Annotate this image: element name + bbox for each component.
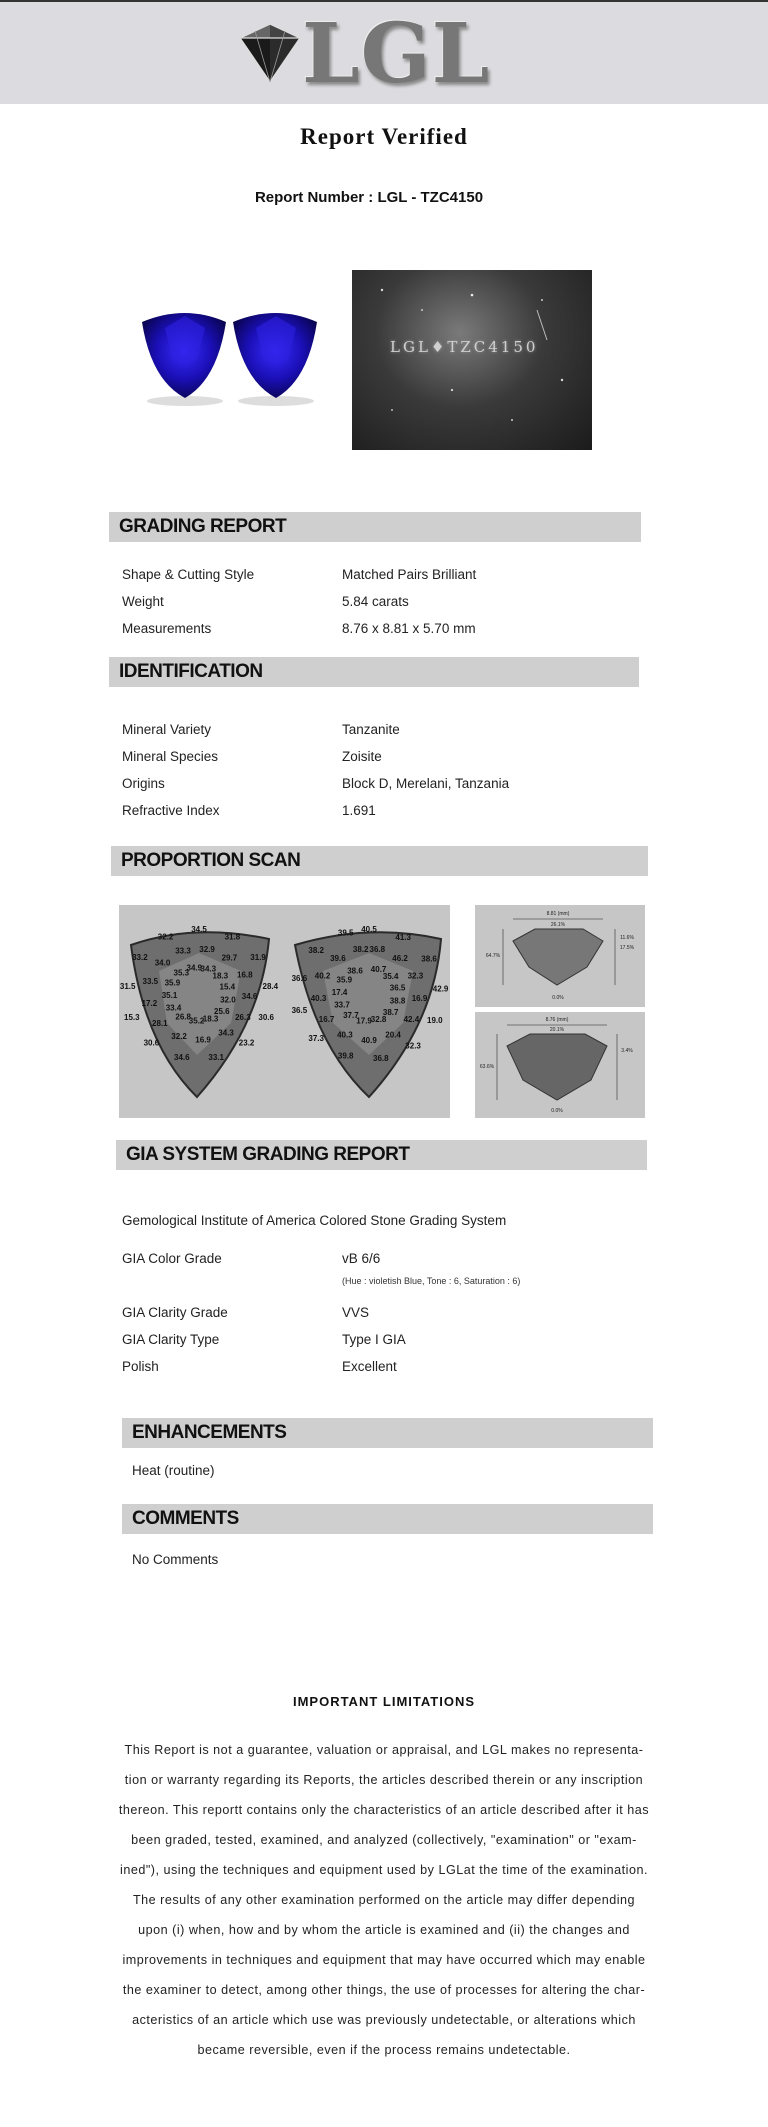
mineral-species-value: Zoisite (342, 749, 382, 764)
shape-value: Matched Pairs Brilliant (342, 567, 477, 582)
proportion-scan-heading: PROPORTION SCAN (121, 850, 301, 871)
proportion-scan-heading-bar (111, 846, 648, 876)
right-stone-proportion-label: 17.4 (331, 987, 348, 997)
grading-report-section (109, 512, 653, 652)
left-stone-proportion-label: 28.4 (262, 982, 279, 992)
shape-label: Shape & Cutting Style (122, 567, 255, 582)
measurements-label: Measurements (122, 621, 212, 636)
left-stone-proportion-label: 35.9 (164, 978, 181, 988)
right-stone-proportion-label: 41.3 (395, 932, 411, 942)
identification-section (109, 657, 653, 825)
proportion-scan-top-view (119, 905, 450, 1118)
side-view-2-label: 63.6% (479, 1064, 495, 1070)
left-stone-proportion-label: 30.6 (143, 1038, 160, 1048)
gem-photo (135, 270, 325, 458)
polish-value: Excellent (342, 1359, 397, 1374)
enhancements-heading: ENHANCEMENTS (132, 1422, 287, 1443)
right-stone-proportion-label: 17.9 (356, 1016, 372, 1026)
refractive-index-value: 1.691 (342, 803, 376, 818)
left-stone-proportion-label: 23.2 (238, 1038, 255, 1048)
limitations-line: thereon. This reportt contains only the characteristics of an article described after it has (118, 1803, 650, 1817)
left-stone-proportion-label: 18.3 (212, 971, 229, 981)
right-stone-proportion-label: 42.9 (432, 984, 449, 994)
right-stone-proportion-label: 20.4 (385, 1030, 401, 1040)
left-stone-proportion-label: 15.4 (219, 982, 236, 992)
left-stone-proportion-label: 35.2 (188, 1016, 205, 1026)
right-stone-proportion-label: 36.5 (291, 1006, 308, 1015)
right-stone-proportion-label: 38.2 (352, 944, 369, 954)
limitations-line: improvements in techniques and equipment that may have occurred which may enable (122, 1953, 646, 1967)
left-stone-proportion-label: 34.0 (154, 958, 171, 968)
right-stone-proportion-label: 38.2 (308, 946, 324, 955)
enhancements-comments-section (121, 1410, 667, 1590)
left-stone-proportion-label: 28.1 (152, 1019, 168, 1028)
left-stone-proportion-label: 33.5 (142, 977, 159, 987)
gia-clarity-type-label: GIA Clarity Type (122, 1332, 220, 1347)
limitations-line: been graded, tested, examined, and analyzed (collectively, "examination" or "exam- (131, 1833, 637, 1847)
logo-text: LGL (302, 6, 491, 102)
left-stone-proportion-label: 33.2 (132, 953, 148, 963)
gia-clarity-grade-label: GIA Clarity Grade (122, 1305, 228, 1320)
right-stone-proportion-label: 39.5 (337, 928, 354, 938)
limitations-line: became reversible, even if the process remains undetectable. (197, 2043, 571, 2057)
side-view-1-label: 8.81 (mm) (546, 911, 570, 917)
inscription-text: LGL♦TZC4150 (390, 338, 539, 356)
side-view-2-label: 3.4% (621, 1048, 633, 1054)
left-stone-proportion-label: 34.9 (186, 963, 203, 973)
inscription-photo (352, 270, 592, 450)
measurements-value: 8.76 x 8.81 x 5.70 mm (342, 621, 476, 636)
proportion-scan-side-view-1 (475, 905, 645, 1007)
left-stone-proportion-label: 34.3 (200, 964, 217, 974)
header-banner (0, 2, 768, 104)
gia-heading: GIA SYSTEM GRADING REPORT (126, 1144, 410, 1165)
right-stone-proportion-label: 16.7 (318, 1015, 335, 1025)
enhancements-text: Heat (routine) (132, 1463, 215, 1478)
report-number: Report Number : LGL - TZC4150 (254, 189, 484, 206)
left-stone-proportion-label: 32.2 (171, 1032, 187, 1042)
side-view-1-label: 17.5% (619, 945, 635, 951)
enhancements-heading-bar (122, 1418, 653, 1448)
weight-value: 5.84 carats (342, 594, 409, 609)
left-stone-proportion-label: 33.4 (165, 1003, 182, 1013)
right-stone-proportion-label: 35.9 (336, 975, 353, 985)
right-stone-proportion-label: 37.7 (343, 1011, 359, 1021)
left-stone-proportion-label: 35.1 (161, 991, 178, 1001)
identification-heading: IDENTIFICATION (119, 661, 263, 682)
left-stone-proportion-label: 31.5 (119, 982, 136, 992)
limitations-line: upon (i) when, how and by whom the article is examined and (ii) the changes and (138, 1923, 630, 1937)
limitations-line: acteristics of an article which use was previously undetectable, or alterations which (132, 2013, 636, 2027)
right-stone-proportion-label: 33.7 (334, 1000, 350, 1010)
mineral-variety-label: Mineral Variety (122, 722, 212, 737)
right-stone-proportion-label: 40.5 (361, 925, 377, 934)
comments-heading: COMMENTS (132, 1508, 239, 1529)
limitations-line: tion or warranty regarding its Reports, the articles described therein or any inscription (124, 1773, 644, 1787)
left-stone-proportion-label: 16.9 (195, 1035, 211, 1045)
limitations-line: ined"), using the techniques and equipment used by LGLat the time of the examination. (120, 1863, 648, 1877)
gia-clarity-grade-value: VVS (342, 1305, 370, 1320)
lgl-logo (230, 6, 491, 102)
grading-report-heading-bar (109, 512, 641, 542)
diamond-icon (230, 20, 310, 90)
gia-color-note: (Hue : violetish Blue, Tone : 6, Saturation : 6) (342, 1276, 521, 1286)
left-stone-proportion-label: 33.3 (175, 946, 191, 956)
origins-label: Origins (122, 776, 165, 791)
left-stone-proportion-label: 34.6 (174, 1053, 190, 1063)
right-stone-proportion-label: 35.4 (382, 971, 399, 981)
right-stone-proportion-label: 32.3 (405, 1041, 421, 1051)
right-stone-proportion-label: 40.2 (314, 971, 331, 981)
gia-section (111, 1140, 655, 1375)
gia-color-label: GIA Color Grade (122, 1251, 222, 1266)
side-view-1-label: 26.1% (550, 922, 566, 928)
right-stone-proportion-label: 36.8 (369, 944, 386, 954)
right-stone-proportion-label: 36.8 (373, 1054, 389, 1064)
left-stone-proportion-label: 18.3 (202, 1014, 219, 1024)
right-stone-proportion-label: 32.8 (370, 1015, 387, 1025)
origins-value: Block D, Merelani, Tanzania (342, 776, 510, 791)
left-stone-proportion-label: 31.9 (250, 953, 266, 963)
left-stone-proportion-label: 17.2 (141, 999, 158, 1009)
identification-heading-bar (109, 657, 639, 687)
right-stone-proportion-label: 19.0 (427, 1016, 443, 1026)
comments-text: No Comments (132, 1552, 219, 1567)
side-view-2-label: 0.0% (551, 1108, 563, 1114)
left-stone-proportion-label: 33.1 (208, 1053, 224, 1063)
limitations-title: IMPORTANT LIMITATIONS (292, 1694, 476, 1709)
right-stone-proportion-label: 36.6 (291, 974, 308, 983)
side-view-2-label: 8.76 (mm) (545, 1017, 569, 1023)
side-view-2-label: 20.1% (549, 1027, 565, 1033)
right-stone-proportion-label: 16.9 (411, 993, 428, 1003)
right-stone-proportion-label: 38.7 (382, 1008, 399, 1018)
right-stone-proportion-label: 37.3 (308, 1034, 324, 1043)
page-title: Report Verified (300, 124, 468, 149)
left-stone-proportion-label: 25.6 (214, 1006, 230, 1016)
right-stone-proportion-label: 40.3 (310, 993, 327, 1003)
side-view-1-label: 64.7% (485, 953, 501, 959)
comments-heading-bar (122, 1504, 653, 1534)
weight-label: Weight (122, 594, 164, 609)
limitations-line: the examiner to detect, among other things, the use of processes for altering the char- (122, 1983, 646, 1997)
gia-color-value: vB 6/6 (342, 1251, 381, 1266)
proportion-scan-side-view-2 (475, 1012, 645, 1118)
right-stone-proportion-label: 46.2 (392, 953, 408, 963)
left-stone-proportion-label: 29.7 (221, 953, 238, 963)
right-stone-proportion-label: 40.3 (337, 1030, 353, 1040)
left-stone-proportion-label: 26.3 (235, 1012, 251, 1022)
polish-label: Polish (122, 1359, 159, 1374)
gia-intro: Gemological Institute of America Colored Stone Grading System (122, 1213, 507, 1228)
left-stone-proportion-label: 16.8 (237, 970, 253, 980)
left-stone-proportion-label: 26.8 (175, 1012, 191, 1022)
left-stone-proportion-label: 32.0 (220, 995, 236, 1005)
mineral-variety-value: Tanzanite (342, 722, 400, 737)
right-stone-proportion-label: 32.3 (407, 971, 424, 981)
right-stone-proportion-label: 40.7 (370, 964, 387, 974)
side-view-1-label: 0.0% (552, 995, 564, 1001)
mineral-species-label: Mineral Species (122, 749, 219, 764)
left-stone-proportion-label: 30.6 (258, 1013, 274, 1022)
limitations-line: The results of any other examination performed on the article may differ depending (132, 1893, 636, 1907)
left-stone-proportion-label: 31.8 (224, 932, 241, 942)
left-stone-proportion-label: 34.5 (191, 925, 207, 934)
right-stone-proportion-label: 38.6 (421, 954, 437, 964)
left-stone-proportion-label: 35.3 (173, 968, 190, 978)
gia-heading-bar (116, 1140, 647, 1170)
gia-clarity-type-value: Type I GIA (342, 1332, 406, 1347)
grading-report-heading: GRADING REPORT (119, 516, 287, 537)
right-stone-proportion-label: 42.4 (403, 1015, 420, 1025)
side-view-1-label: 11.6% (620, 935, 634, 941)
limitations-line: This Report is not a guarantee, valuation or appraisal, and LGL makes no representa- (124, 1743, 644, 1757)
left-stone-proportion-label: 34.6 (241, 991, 258, 1001)
right-stone-proportion-label: 40.9 (361, 1035, 377, 1045)
refractive-index-label: Refractive Index (122, 803, 220, 818)
right-stone-proportion-label: 39.8 (337, 1051, 354, 1061)
right-stone-proportion-label: 38.8 (389, 996, 406, 1006)
limitations-body (118, 1735, 650, 2065)
right-stone-proportion-label: 38.6 (347, 966, 363, 976)
right-stone-proportion-label: 36.5 (389, 983, 406, 993)
left-stone-proportion-label: 15.3 (124, 1013, 140, 1022)
left-stone-proportion-label: 32.2 (157, 932, 174, 942)
left-stone-proportion-label: 32.9 (199, 944, 215, 954)
left-stone-proportion-label: 34.3 (218, 1028, 234, 1038)
right-stone-proportion-label: 39.6 (330, 953, 346, 963)
